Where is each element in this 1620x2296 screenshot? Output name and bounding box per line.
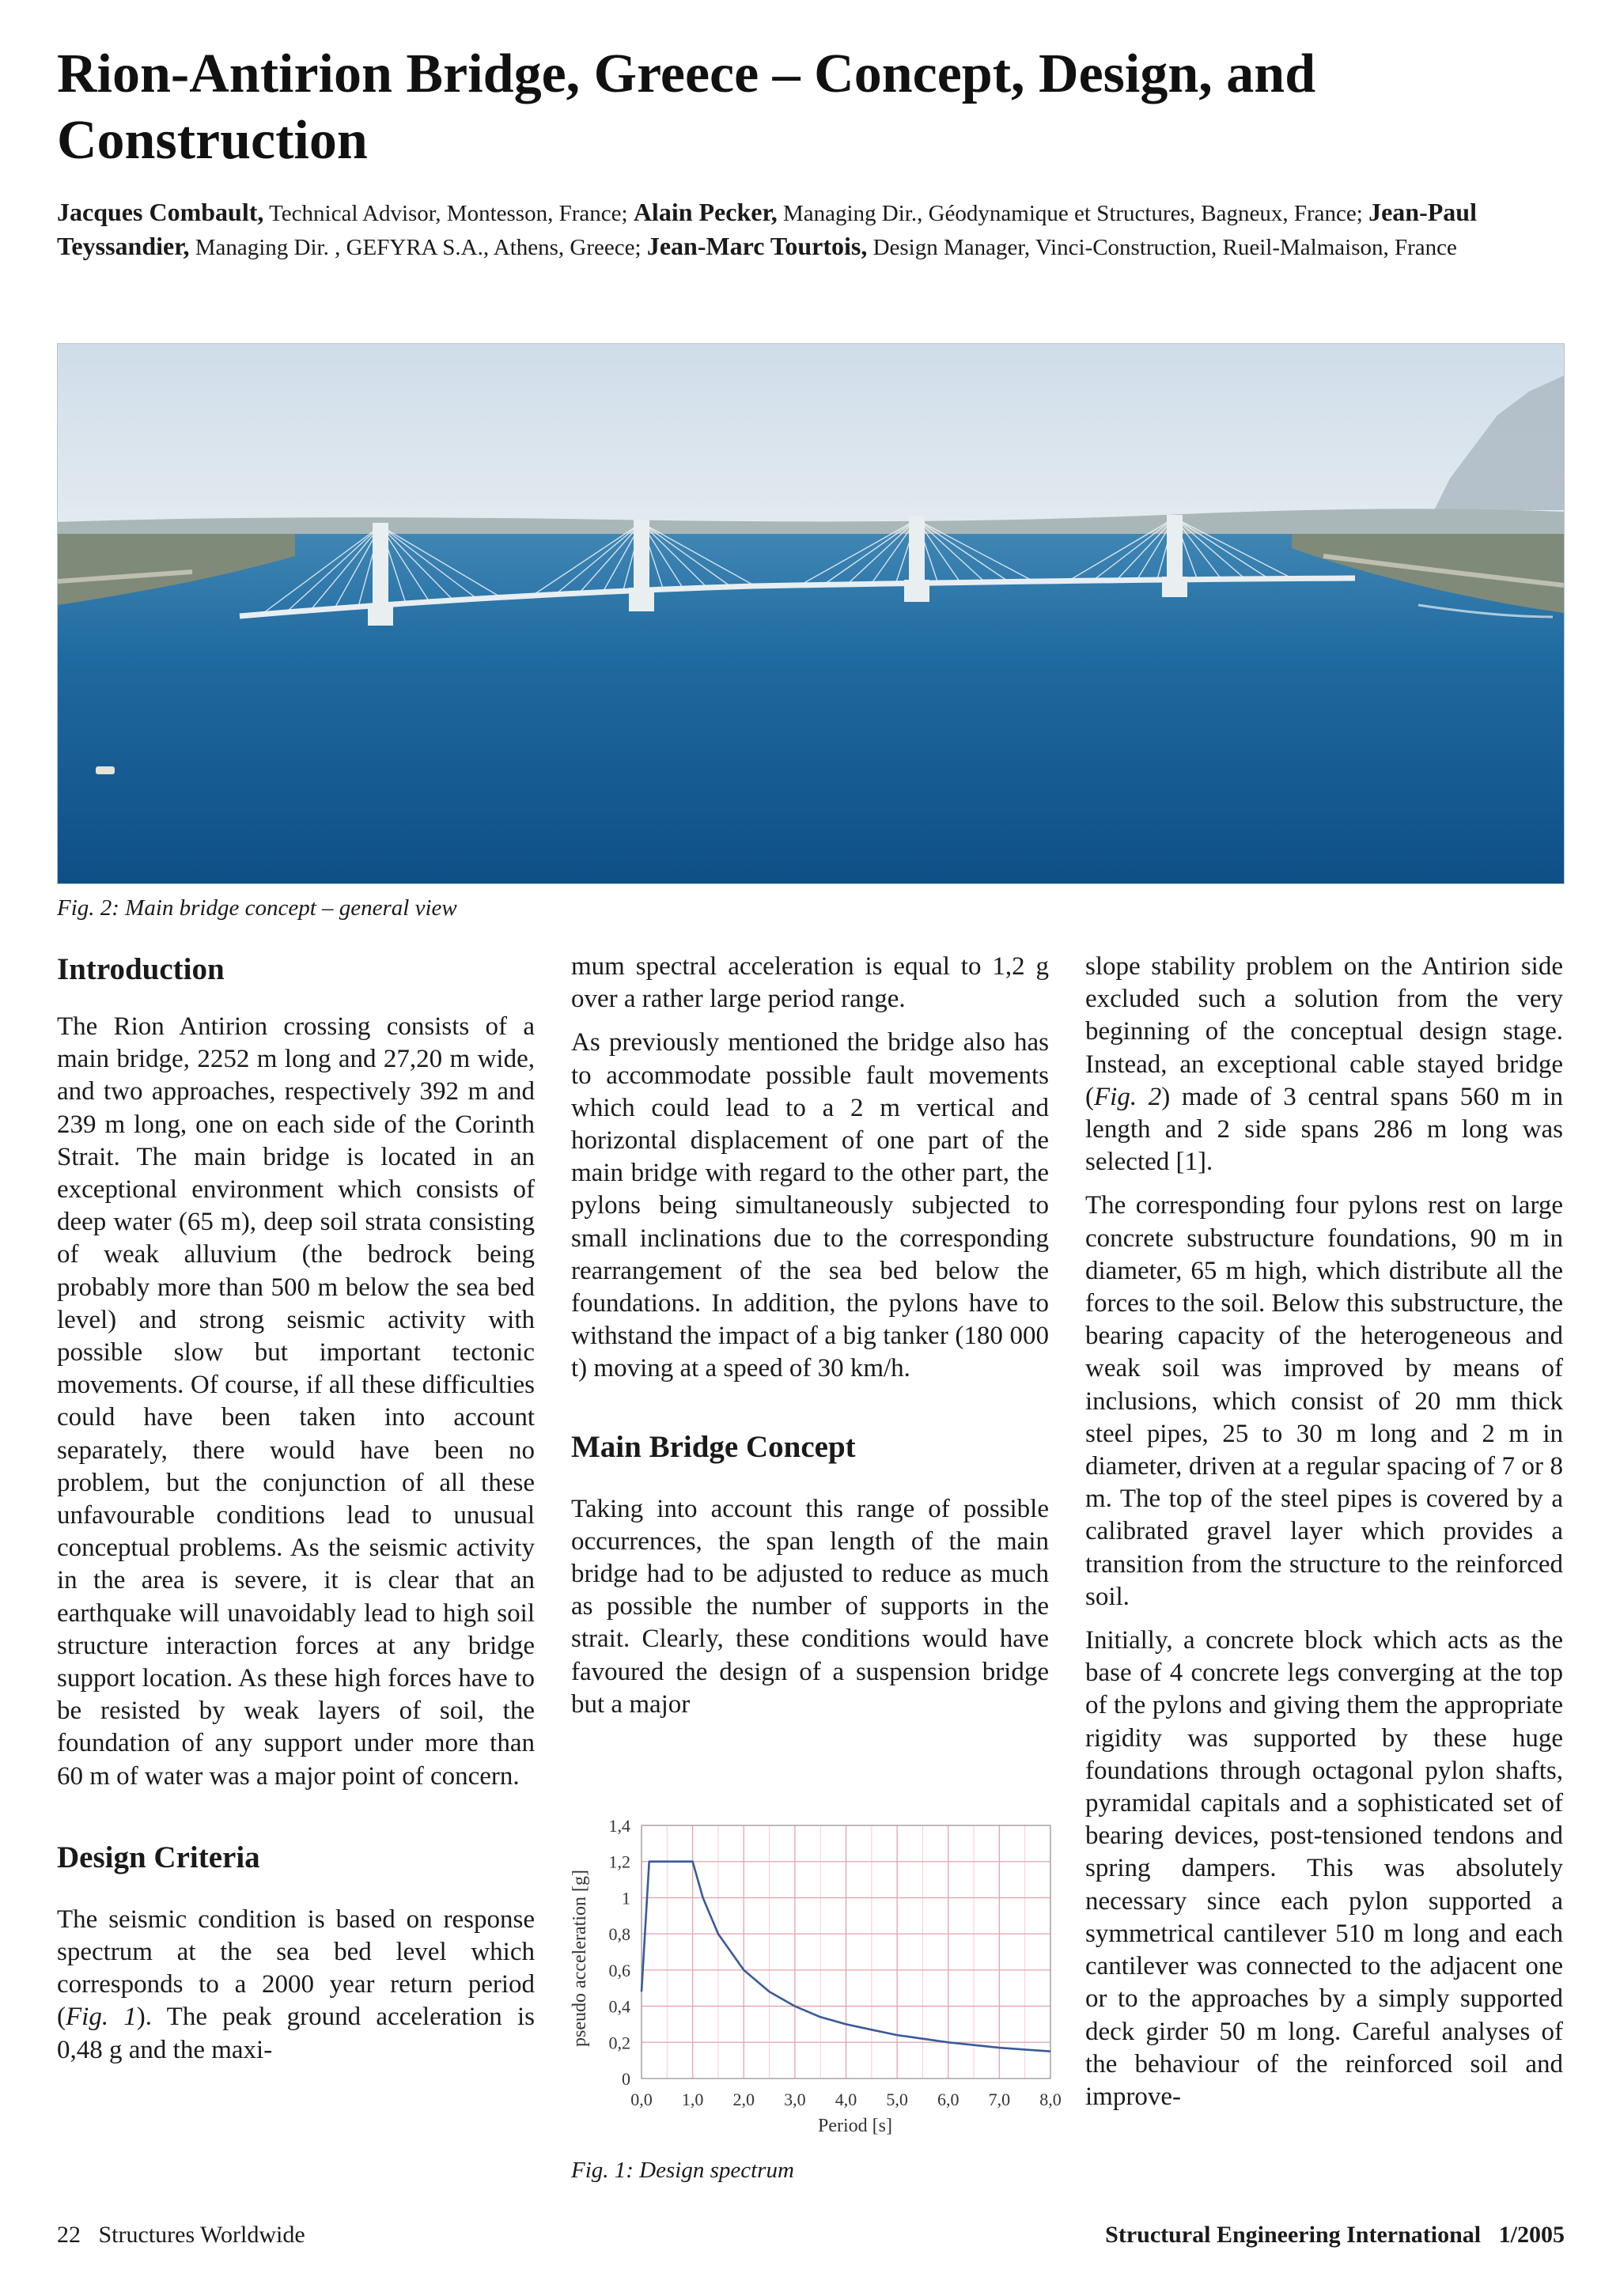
design-spectrum-chart [566, 1808, 1065, 2140]
section-heading-introduction: Introduction [57, 952, 225, 986]
paragraph: mum spectral acceleration is equal to 1,2 g over a rather large period range. [571, 952, 1049, 1014]
y-tick-label: 0,6 [608, 1960, 630, 1980]
author-affiliation: Managing Dir. , GEFYRA S.A., Athens, Greece; [189, 235, 647, 260]
y-tick-label: 0,2 [608, 2033, 630, 2053]
x-tick-label: 3,0 [784, 2090, 806, 2109]
figure-reference: Fig. 2 [1094, 1082, 1162, 1111]
y-axis-label: pseudo acceleration [g] [570, 1870, 590, 2047]
y-tick-label: 1,2 [608, 1852, 630, 1872]
paragraph-text: ). The peak ground acceleration is 0,48 g and the maxi- [57, 2003, 535, 2064]
chart-grid [642, 1825, 1050, 2079]
column-2 [571, 951, 1049, 1732]
figure-reference: Fig. 1 [66, 2003, 137, 2032]
x-tick-label: 7,0 [988, 2090, 1011, 2109]
figure-1-caption: Fig. 1: Design spectrum [571, 2158, 794, 2183]
chart-tick-labels [609, 1816, 1062, 2109]
journal-name: Structural Engineering International [1105, 2222, 1482, 2248]
paragraph: The Rion Antirion crossing consists of a main bridge, 2252 m long and 27,20 m wide, and two approaches, respectively 392 m and 239 m long, one on each side of the Corinth Strait. The main bridge is located in an exceptional environment which consists of deep water (65 m), deep soil strata consisting of weak alluvium (the bedrock being probably more than 500 m below the sea bed level) and strong seismic activity with possible slow but important tectonic movements. Of course, if all these difficulties could have been taken into account separately, there would have been no problem, but the conjunction of all these unfavourable conditions lead to unusual conceptual problems. As the seismic activity in the area is severe, it is clear that an earthquake will unavoidably lead to high soil structure interaction forces at any bridge support location. As these high forces have to be resisted by weak layers of soil, the foundation of any support under more than 60 m of water was a major point of concern. [57, 1012, 535, 1791]
figure-2-caption: Fig. 2: Main bridge concept – general view [57, 895, 457, 921]
author-name: Jean-Marc Tourtois, [646, 232, 868, 260]
author-name: Jean-Paul Teyssandier, [57, 198, 1477, 260]
title-line-1: Rion-Antirion Bridge, Greece – Concept, Design, and [57, 43, 1316, 104]
bridge-aerial-photo [57, 343, 1565, 884]
author-affiliation: Technical Advisor, Montesson, France; [263, 201, 634, 226]
x-tick-label: 8,0 [1039, 2090, 1062, 2109]
author-name: Jacques Combault, [57, 198, 264, 226]
bridge-illustration [58, 344, 1564, 883]
column-3 [1085, 951, 1563, 2124]
section-name: Structures Worldwide [98, 2222, 305, 2248]
y-tick-label: 1,4 [608, 1816, 630, 1836]
paragraph-text: ) made of 3 central spans 560 m in length and 2 side spans 286 m long was selected [1]. [1085, 1082, 1563, 1177]
column-1 [57, 951, 535, 2078]
paragraph [1085, 951, 1563, 1178]
x-tick-label: 5,0 [886, 2090, 908, 2109]
journal-issue: 1/2005 [1498, 2222, 1565, 2248]
author-name: Alain Pecker, [633, 198, 778, 226]
article-title [57, 41, 1560, 174]
paragraph-text: The seismic condition is based on response spectrum at the sea bed level which corresponds to a 2000 year return period ( [57, 1905, 535, 2032]
author-list [57, 196, 1560, 264]
page-footer-right [1105, 2221, 1565, 2249]
y-tick-label: 0 [622, 2069, 630, 2089]
y-tick-label: 0,8 [608, 1924, 630, 1945]
author-affiliation: Managing Dir., Géodynamique et Structures, Bagneux, France; [777, 201, 1369, 226]
section-heading-main-bridge-concept: Main Bridge Concept [571, 1429, 856, 1464]
paragraph: The corresponding four pylons rest on large concrete substructure foundations, 90 m in diameter, 65 m high, which distribute all the forces to the soil. Below this substructure, the bearing capacity of the heterogeneous and weak soil was improved by means of inclusions, which consist of 20 mm thick steel pipes, 25 to 30 m long and 2 m in diameter, driven at a regular spacing of 7 or 8 m. The top of the steel pipes is covered by a calibrated gravel layer which provides a transition from the structure to the reinforced soil. [1085, 1191, 1563, 1611]
x-tick-label: 2,0 [732, 2090, 755, 2109]
x-tick-label: 4,0 [835, 2090, 857, 2109]
x-tick-label: 1,0 [681, 2090, 704, 2109]
x-tick-label: 6,0 [937, 2090, 960, 2109]
page-number: 22 [57, 2222, 81, 2248]
section-heading-design-criteria: Design Criteria [57, 1840, 260, 1874]
paragraph [57, 1904, 535, 2067]
y-tick-label: 0,4 [608, 1996, 630, 2017]
paragraph: Initially, a concrete block which acts as the base of 4 concrete legs converging at the top of the pylons and giving them the appropriate rigidity was supported by these huge foundations through octagonal pylon shafts, pyramidal capitals and a sophisticated set of bearing devices, post-tensioned tendons and spring dampers. This was absolutely necessary since each pylon supported a symmetrical cantilever 510 m long and each cantilever was connected to the adjacent one or to the approaches by a simply supported deck girder 50 m long. Careful analyses of the behaviour of the reinforced soil and improve- [1085, 1626, 1563, 2111]
paragraph: Taking into account this range of possible occurrences, the span length of the main bridge had to be adjusted to reduce as much as possible the number of supports in the strait. Clearly, these conditions would have favoured the design of a suspension bridge but a major [571, 1494, 1049, 1719]
paragraph: As previously mentioned the bridge also has to accommodate possible fault movements which could lead to a 2 m vertical and horizontal displacement of one part of the main bridge with regard to the other part, the pylons being simultaneously subjected to small inclinations due to the corresponding rearrangement of the sea bed below the foundations. In addition, the pylons have to withstand the impact of a big tanker (180 000 t) moving at a speed of 30 km/h. [571, 1028, 1049, 1383]
author-affiliation: Design Manager, Vinci-Construction, Rueil-Malmaison, France [867, 235, 1457, 260]
x-axis-label: Period [s] [818, 2116, 892, 2136]
x-tick-label: 0,0 [630, 2090, 653, 2109]
title-line-2: Construction [57, 110, 368, 171]
page-footer-left [57, 2221, 305, 2249]
y-tick-label: 1 [622, 1888, 630, 1908]
paragraph-text: slope stability problem on the Antirion side excluded such a solution from the very beginning of the conceptual design stage. Instead, an exceptional cable stayed bridge ( [1085, 952, 1563, 1111]
